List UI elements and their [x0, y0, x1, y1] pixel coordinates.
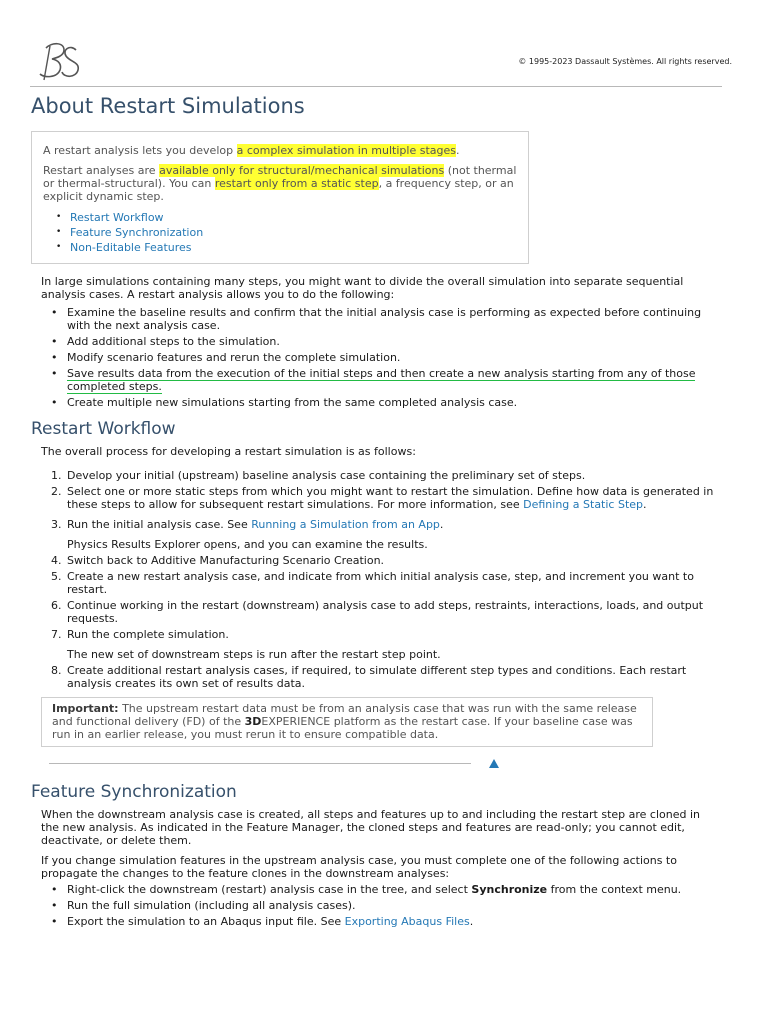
step-text: . [439, 518, 444, 531]
intro-text: A restart analysis lets you develop [43, 144, 237, 157]
step-number: 5. [51, 570, 62, 583]
list-item [41, 570, 721, 596]
list-item: • Create multiple new simulations starting from the same completed analysis case. [41, 396, 721, 409]
back-to-top-row [41, 756, 721, 772]
intro-text: , a frequency step, or an explicit dynamic step. [43, 177, 514, 203]
section-title-restart-workflow: Restart Workflow [31, 419, 176, 439]
list-item [41, 915, 721, 928]
toc-link-non-editable-features[interactable]: Non-Editable Features [70, 241, 192, 254]
sync-paragraph-2: If you change simulation features in the upstream analysis case, you must complete one of the following actions to propagate the changes to the feature clones in the downstream analyses: [41, 854, 677, 880]
list-item [41, 664, 721, 690]
important-text: platform as the restart case. If your baseline case was run in an earlier release, you must rerun it to ensure compatible data. [52, 715, 633, 741]
step-number: 8. [51, 664, 62, 677]
list-item [41, 367, 721, 393]
step-number: 7. [51, 628, 62, 641]
intro-paragraph-2 [43, 164, 528, 203]
main-content [31, 275, 721, 928]
step-text: Create a new restart analysis case, and indicate from which initial analysis case, step, and increment you want to restart. [67, 570, 694, 596]
list-item [41, 554, 721, 567]
list-text: from the context menu. [547, 883, 682, 896]
step-number: 4. [51, 554, 62, 567]
list-item [41, 518, 721, 551]
link-exporting-abaqus-files[interactable]: Exporting Abaqus Files [344, 915, 470, 928]
page-title: About Restart Simulations [31, 94, 305, 118]
list-item: • Add additional steps to the simulation. [41, 335, 721, 348]
intro-paragraph-1 [43, 144, 528, 157]
list-text: Right-click the downstream (restart) analysis case in the tree, and select [67, 883, 472, 896]
section-divider [49, 763, 471, 764]
list-text: Export the simulation to an Abaqus input file. See [67, 915, 345, 928]
synchronize-command: Synchronize [471, 883, 548, 896]
step-number: 1. [51, 469, 62, 482]
sync-paragraph-1: When the downstream analysis case is created, all steps and features up to and including the restart step are cloned in the new analysis. As indicated in the Feature Manager, the cloned steps and features are read-only; you cannot edit, deactivate, or delete them. [41, 808, 701, 847]
step-text: Create additional restart analysis cases, if required, to simulate different step types and conditions. Each restart analysis creates its own set of results data. [67, 664, 687, 690]
important-note [41, 697, 653, 747]
important-text: The upstream restart data must be from an analysis case that was run with the same release and functional delivery (FD) of the [52, 702, 637, 728]
list-item: • Modify scenario features and rerun the complete simulation. [41, 351, 721, 364]
underlined-text: Save results data from the execution of the initial steps and then create a new analysis starting from any of those completed steps. [67, 367, 696, 393]
step-text: Run the initial analysis case. See [67, 518, 252, 531]
link-running-simulation[interactable]: Running a Simulation from an App [251, 518, 440, 531]
toc-item [43, 225, 528, 240]
step-note: The new set of downstream steps is run after the restart step point. [67, 648, 441, 661]
3ds-logo [36, 40, 84, 84]
workflow-steps [41, 469, 721, 690]
list-item: • Examine the baseline results and confirm that the initial analysis case is performing as expected before continuing with the next analysis case. [41, 306, 721, 332]
brand-name: 3D [244, 715, 262, 728]
step-note: Physics Results Explorer opens, and you can examine the results. [67, 538, 428, 551]
step-number: 3. [51, 518, 62, 531]
highlight: a complex simulation in multiple stages [236, 144, 456, 157]
workflow-lead: The overall process for developing a restart simulation is as follows: [41, 445, 416, 458]
brand-name-rest: EXPERIENCE [261, 715, 331, 728]
list-text: . [469, 915, 474, 928]
list-item [41, 469, 721, 482]
important-label: Important: [52, 702, 119, 715]
step-text: Select one or more static steps from which you might want to restart the simulation. Define how data is generated in these steps to allow for subsequent restart simulations. For more information, see [67, 485, 714, 511]
toc-item [43, 210, 528, 225]
intro-text: . [456, 144, 460, 157]
step-text: Develop your initial (upstream) baseline analysis case containing the preliminary set of steps. [67, 469, 586, 482]
highlight: restart only from a static step [214, 177, 379, 190]
step-number: 6. [51, 599, 62, 612]
intro-text: Restart analyses are [43, 164, 160, 177]
toc-link-feature-synchronization[interactable]: Feature Synchronization [70, 226, 204, 239]
list-item [41, 628, 721, 661]
list-item: • Run the full simulation (including all analysis cases). [41, 899, 721, 912]
intro-box [31, 131, 529, 264]
step-text: Switch back to Additive Manufacturing Scenario Creation. [67, 554, 385, 567]
sync-list [41, 883, 721, 928]
list-item [41, 599, 721, 625]
step-text: Continue working in the restart (downstream) analysis case to add steps, restraints, interactions, loads, and output requests. [67, 599, 704, 625]
header-divider [30, 86, 722, 87]
overview-list [41, 306, 721, 409]
section-title-feature-synchronization: Feature Synchronization [31, 782, 237, 802]
intro-text: (not thermal or thermal-structural). You can [43, 164, 517, 190]
overview-lead: In large simulations containing many steps, you might want to divide the overall simulation into separate sequential analysis cases. A restart analysis allows you to do the following: [41, 275, 684, 301]
link-defining-static-step[interactable]: Defining a Static Step [523, 498, 644, 511]
list-item [41, 485, 721, 511]
step-number: 2. [51, 485, 62, 498]
toc-list [43, 210, 528, 255]
step-text: . [643, 498, 647, 511]
toc-link-restart-workflow[interactable]: Restart Workflow [70, 211, 164, 224]
step-text: Run the complete simulation. [67, 628, 229, 641]
toc-item [43, 240, 528, 255]
list-item [41, 883, 721, 896]
highlight: available only for structural/mechanical simulations [159, 164, 445, 177]
copyright-notice: © 1995-2023 Dassault Systèmes. All rights reserved. [518, 57, 732, 66]
back-to-top-icon[interactable] [489, 759, 499, 768]
